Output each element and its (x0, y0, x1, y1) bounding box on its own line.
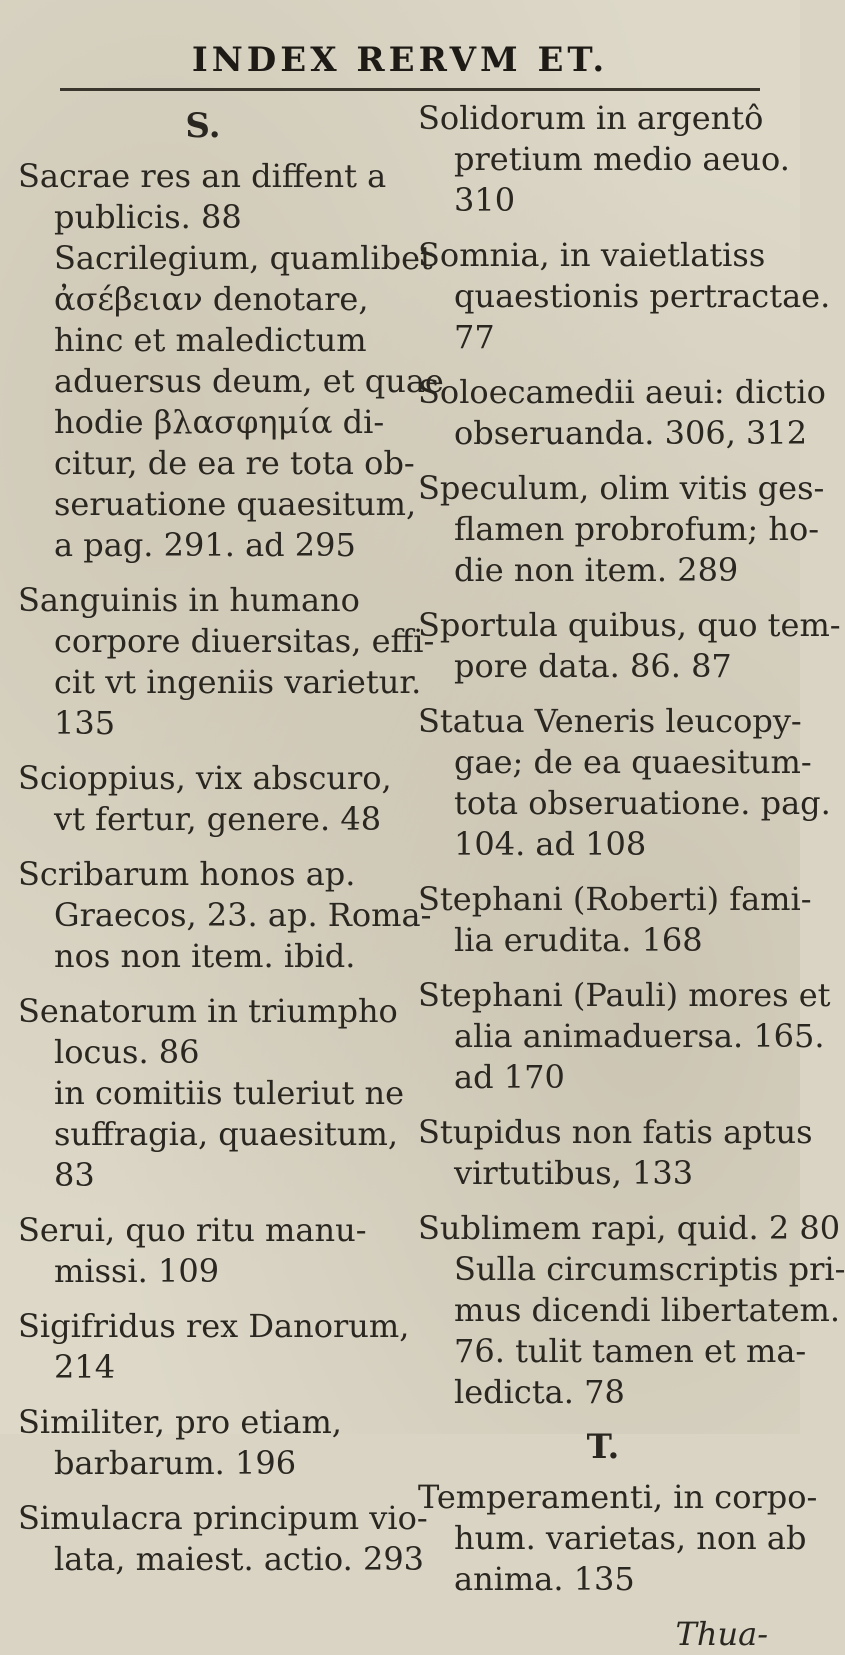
index-entry (418, 605, 841, 687)
entry-line: virtutibus, 133 (454, 1154, 694, 1192)
index-entry (18, 758, 392, 840)
entry-line: lata, maiest. actio. 293 (54, 1540, 425, 1578)
entry-line: 310 (454, 181, 516, 219)
entry-line: Sublimem rapi, quid. 2 80 (418, 1209, 841, 1247)
entry-line: nos non item. ibid. (54, 937, 356, 975)
entry-line: Sanguinis in humano (18, 581, 360, 619)
entry-line: Stupidus non fatis aptus (418, 1113, 813, 1151)
index-entry (418, 1112, 813, 1194)
page-header: INDEX RERVM ET. (191, 40, 609, 80)
entry-line: hodie βλασφημία di- (54, 403, 385, 441)
catchword: Thua- (675, 1615, 768, 1653)
index-entry (418, 879, 812, 961)
index-entry (418, 98, 788, 221)
entry-line: Sacrilegium, quamlibet (54, 239, 433, 277)
entry-line: flamen probrofum; ho- (454, 510, 820, 548)
entry-line: in comitiis tuleriut ne (54, 1074, 405, 1112)
entry-line: 214 (54, 1348, 116, 1386)
entry-line: 77 (454, 318, 495, 356)
entry-line: pore data. 86. 87 (454, 647, 732, 685)
entry-line: 76. tulit tamen et ma- (454, 1332, 807, 1370)
entry-line: Stephani (Pauli) mores et (418, 976, 831, 1014)
entry-line: missi. 109 (54, 1252, 220, 1290)
index-entry (18, 156, 444, 566)
entry-line: suffragia, quaesitum, (54, 1115, 399, 1153)
entry-line: cit vt ingeniis varietur. (54, 663, 422, 701)
index-entry (418, 372, 826, 454)
index-entry (18, 1402, 388, 1484)
index-entry (418, 468, 825, 591)
entry-line: mus dicendi libertatem. (454, 1291, 841, 1329)
entry-line: 135 (54, 704, 116, 742)
entry-line: citur, de ea re tota ob- (54, 444, 415, 482)
entry-line: lia erudita. 168 (454, 921, 703, 959)
entry-line: Soloecamedii aeui: dictio (418, 373, 826, 411)
index-entry (418, 975, 831, 1098)
section-letter-s: S. (185, 106, 221, 146)
entry-line: ἀσέβειαν denotare, (54, 280, 369, 318)
right-column (418, 98, 845, 1655)
entry-line: publicis. 88 (54, 198, 242, 236)
entry-line: Scioppius, vix abscuro, (18, 759, 392, 797)
entry-line: quaestionis pertractae. (454, 277, 831, 315)
left-column (18, 98, 444, 1594)
left-entries (18, 156, 444, 1580)
entry-line: obseruanda. 306, 312 (454, 414, 808, 452)
entry-line: tota obseruatione. pag. (454, 784, 831, 822)
section-letter-t: T. (586, 1427, 620, 1467)
header-rule (60, 88, 760, 91)
index-entry (18, 1498, 428, 1580)
entry-line: Senatorum in triumpho (18, 992, 398, 1030)
index-entry (18, 580, 435, 744)
entry-line: Solidorum in argentô (418, 99, 764, 137)
entry-line: Sportula quibus, quo tem- (418, 606, 841, 644)
entry-line: pretium medio aeuo. (454, 140, 790, 178)
entry-line: Stephani (Roberti) fami- (418, 880, 812, 918)
entry-line: vt fertur, genere. 48 (54, 800, 382, 838)
entry-line: aduersus deum, et quae (54, 362, 444, 400)
index-entry (418, 1208, 845, 1413)
entry-line: Temperamenti, in corpo- (418, 1478, 818, 1516)
entry-line: Speculum, olim vitis ges- (418, 469, 825, 507)
index-entry (18, 854, 432, 977)
entry-line: Statua Veneris leucopy- (418, 702, 802, 740)
entry-line: Sigifridus rex Danorum, (18, 1307, 410, 1345)
entry-line: seruatione quaesitum, (54, 485, 417, 523)
index-entry (18, 991, 405, 1196)
entry-line: Simulacra principum vio- (18, 1499, 428, 1537)
entry-line: Serui, quo ritu manu- (18, 1211, 367, 1249)
entry-line: corpore diuersitas, effi- (54, 622, 435, 660)
entry-line: hinc et maledictum (54, 321, 367, 359)
entry-line: hum. varietas, non ab (454, 1519, 807, 1557)
entry-line: ledicta. 78 (454, 1373, 625, 1411)
entry-line: die non item. 289 (454, 551, 739, 589)
entry-line: Graecos, 23. ap. Roma- (54, 896, 432, 934)
entry-line: alia animaduersa. 165. (454, 1017, 825, 1055)
entry-line: gae; de ea quaesitum- (454, 743, 812, 781)
entry-line: Scribarum honos ap. (18, 855, 356, 893)
entry-line: Somnia, in vaietlatiss (418, 236, 766, 274)
entry-line: a pag. 291. ad 295 (54, 526, 356, 564)
entry-line: Sacrae res an diffent a (18, 157, 387, 195)
entry-line: anima. 135 (454, 1560, 635, 1598)
entry-line: 104. ad 108 (454, 825, 647, 863)
index-entry (418, 235, 831, 358)
index-entry (18, 1210, 388, 1292)
index-entry (418, 1477, 818, 1600)
index-entry (18, 1306, 410, 1388)
entry-line: 83 (54, 1156, 95, 1194)
index-entry (418, 701, 831, 865)
entry-line: Similiter, pro etiam, (18, 1403, 342, 1441)
entry-line: ad 170 (454, 1058, 565, 1096)
right-entries-t (418, 1477, 818, 1600)
entry-line: barbarum. 196 (54, 1444, 297, 1482)
entry-line: locus. 86 (54, 1033, 200, 1071)
entry-line: Sulla circumscriptis pri- (454, 1250, 845, 1288)
right-entries (418, 98, 845, 1413)
